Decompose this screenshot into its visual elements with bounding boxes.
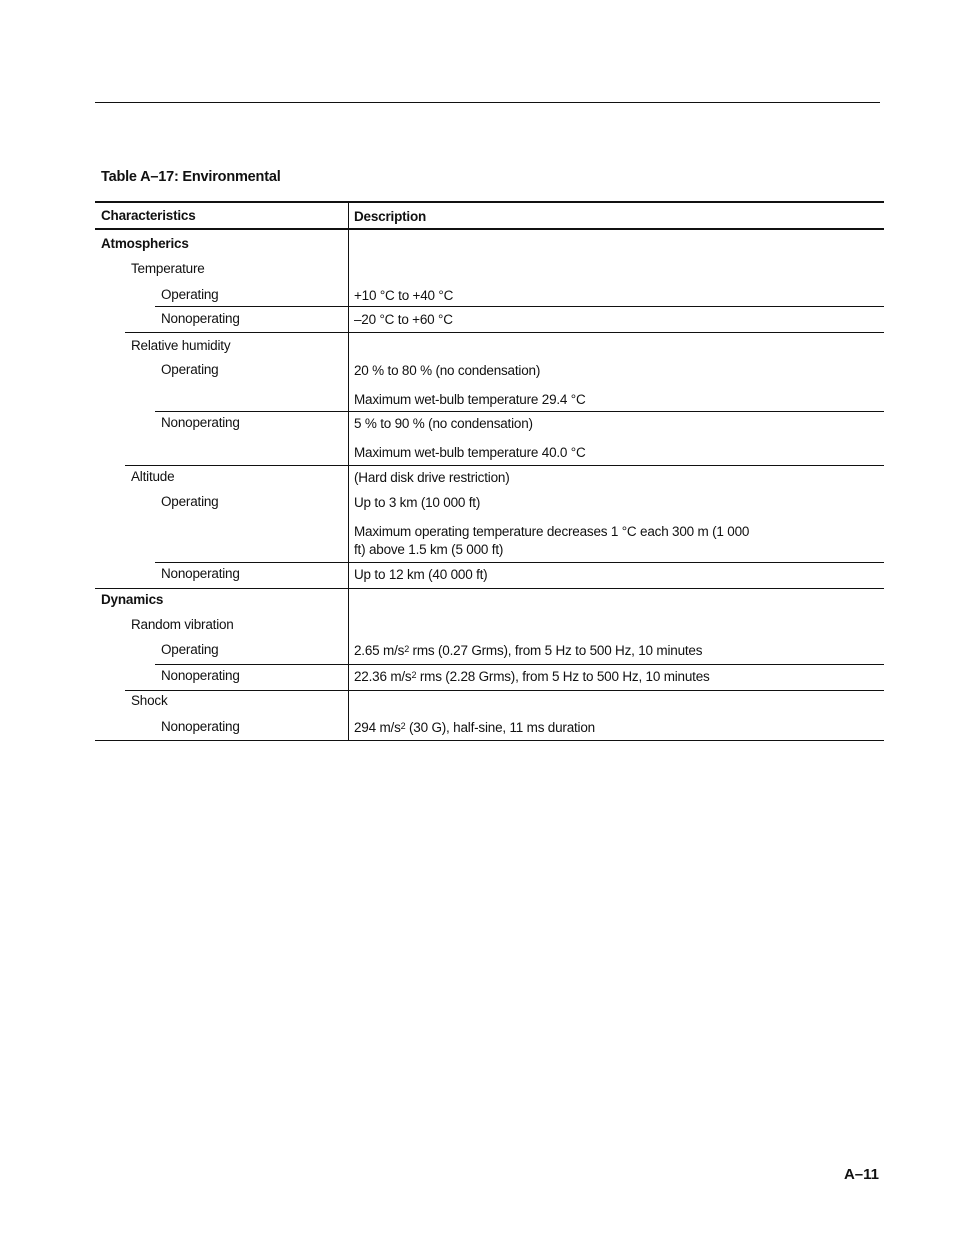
temperature-nonoperating-value: –20 °C to +60 °C	[354, 312, 453, 327]
table-row	[95, 637, 884, 663]
humidity-operating-label: Operating	[161, 362, 219, 377]
humidity-nonoperating-note: Maximum wet-bulb temperature 40.0 °C	[354, 445, 586, 460]
row-divider	[125, 332, 884, 333]
table-caption: Table A–17: Environmental	[101, 169, 281, 185]
humidity-nonoperating-label: Nonoperating	[161, 415, 240, 430]
vibration-operating-label: Operating	[161, 642, 219, 657]
vibration-nonoperating-label: Nonoperating	[161, 668, 240, 683]
row-divider	[125, 465, 884, 466]
section-row	[95, 587, 884, 612]
page-number: A–11	[843, 1166, 879, 1183]
table-header-row	[95, 201, 884, 230]
header-rule	[95, 102, 880, 103]
table-bottom-rule	[95, 740, 884, 741]
temperature-operating-value: +10 °C to +40 °C	[354, 288, 454, 303]
altitude-restriction: (Hard disk drive restriction)	[354, 470, 510, 485]
altitude-operating-note: Maximum operating temperature decreases 1 °C each 300 m (1 000 ft) above 1.5 km (5 000 ft)	[354, 524, 750, 557]
table-row	[95, 490, 884, 562]
altitude-nonoperating-value: Up to 12 km (40 000 ft)	[354, 567, 488, 582]
table-row	[95, 689, 884, 714]
table-row	[95, 411, 884, 465]
altitude-operating-value: Up to 3 km (10 000 ft)	[354, 495, 481, 510]
row-divider	[155, 562, 884, 563]
section-dynamics: Dynamics	[101, 592, 164, 607]
table-row	[95, 255, 884, 281]
table-row	[95, 562, 884, 587]
table-row	[95, 306, 884, 332]
humidity-operating-value: 20 % to 80 % (no condensation)	[354, 363, 541, 378]
section-atmospherics: Atmospherics	[101, 236, 189, 251]
header-characteristics: Characteristics	[101, 208, 196, 223]
row-divider	[125, 690, 884, 691]
row-divider	[155, 411, 884, 412]
table-row	[95, 465, 884, 490]
altitude-label: Altitude	[131, 469, 175, 484]
altitude-nonoperating-label: Nonoperating	[161, 566, 240, 581]
shock-nonoperating-value: 294 $m/s^2$ (30 G), half-sine, 11 ms duration	[354, 720, 595, 735]
temperature-label: Temperature	[131, 261, 205, 276]
header-description: Description	[354, 209, 427, 224]
table-row	[95, 332, 884, 357]
shock-label: Shock	[131, 693, 168, 708]
humidity-label: Relative humidity	[131, 338, 231, 353]
shock-nonoperating-label: Nonoperating	[161, 719, 240, 734]
temperature-nonoperating-label: Nonoperating	[161, 311, 240, 326]
altitude-operating-label: Operating	[161, 494, 219, 509]
row-divider	[95, 588, 884, 589]
humidity-nonoperating-value: 5 % to 90 % (no condensation)	[354, 416, 533, 431]
table-row	[95, 357, 884, 411]
humidity-operating-note: Maximum wet-bulb temperature 29.4 °C	[354, 392, 586, 407]
table-row	[95, 663, 884, 689]
table-row	[95, 612, 884, 637]
section-row	[95, 230, 884, 255]
random-vibration-label: Random vibration	[131, 617, 234, 632]
temperature-operating-label: Operating	[161, 287, 219, 302]
vibration-operating-value: 2.65 $m/s^2$ rms (0.27 Grms), from 5 Hz to 500 Hz, 10 minutes	[354, 643, 703, 658]
row-divider	[155, 664, 884, 665]
table-row	[95, 281, 884, 306]
row-divider	[155, 306, 884, 307]
table-row	[95, 714, 884, 739]
environmental-spec-table	[95, 201, 884, 739]
vibration-nonoperating-value: 22.36 $m/s^2$ rms (2.28 Grms), from 5 Hz to 500 Hz, 10 minutes	[354, 669, 710, 684]
